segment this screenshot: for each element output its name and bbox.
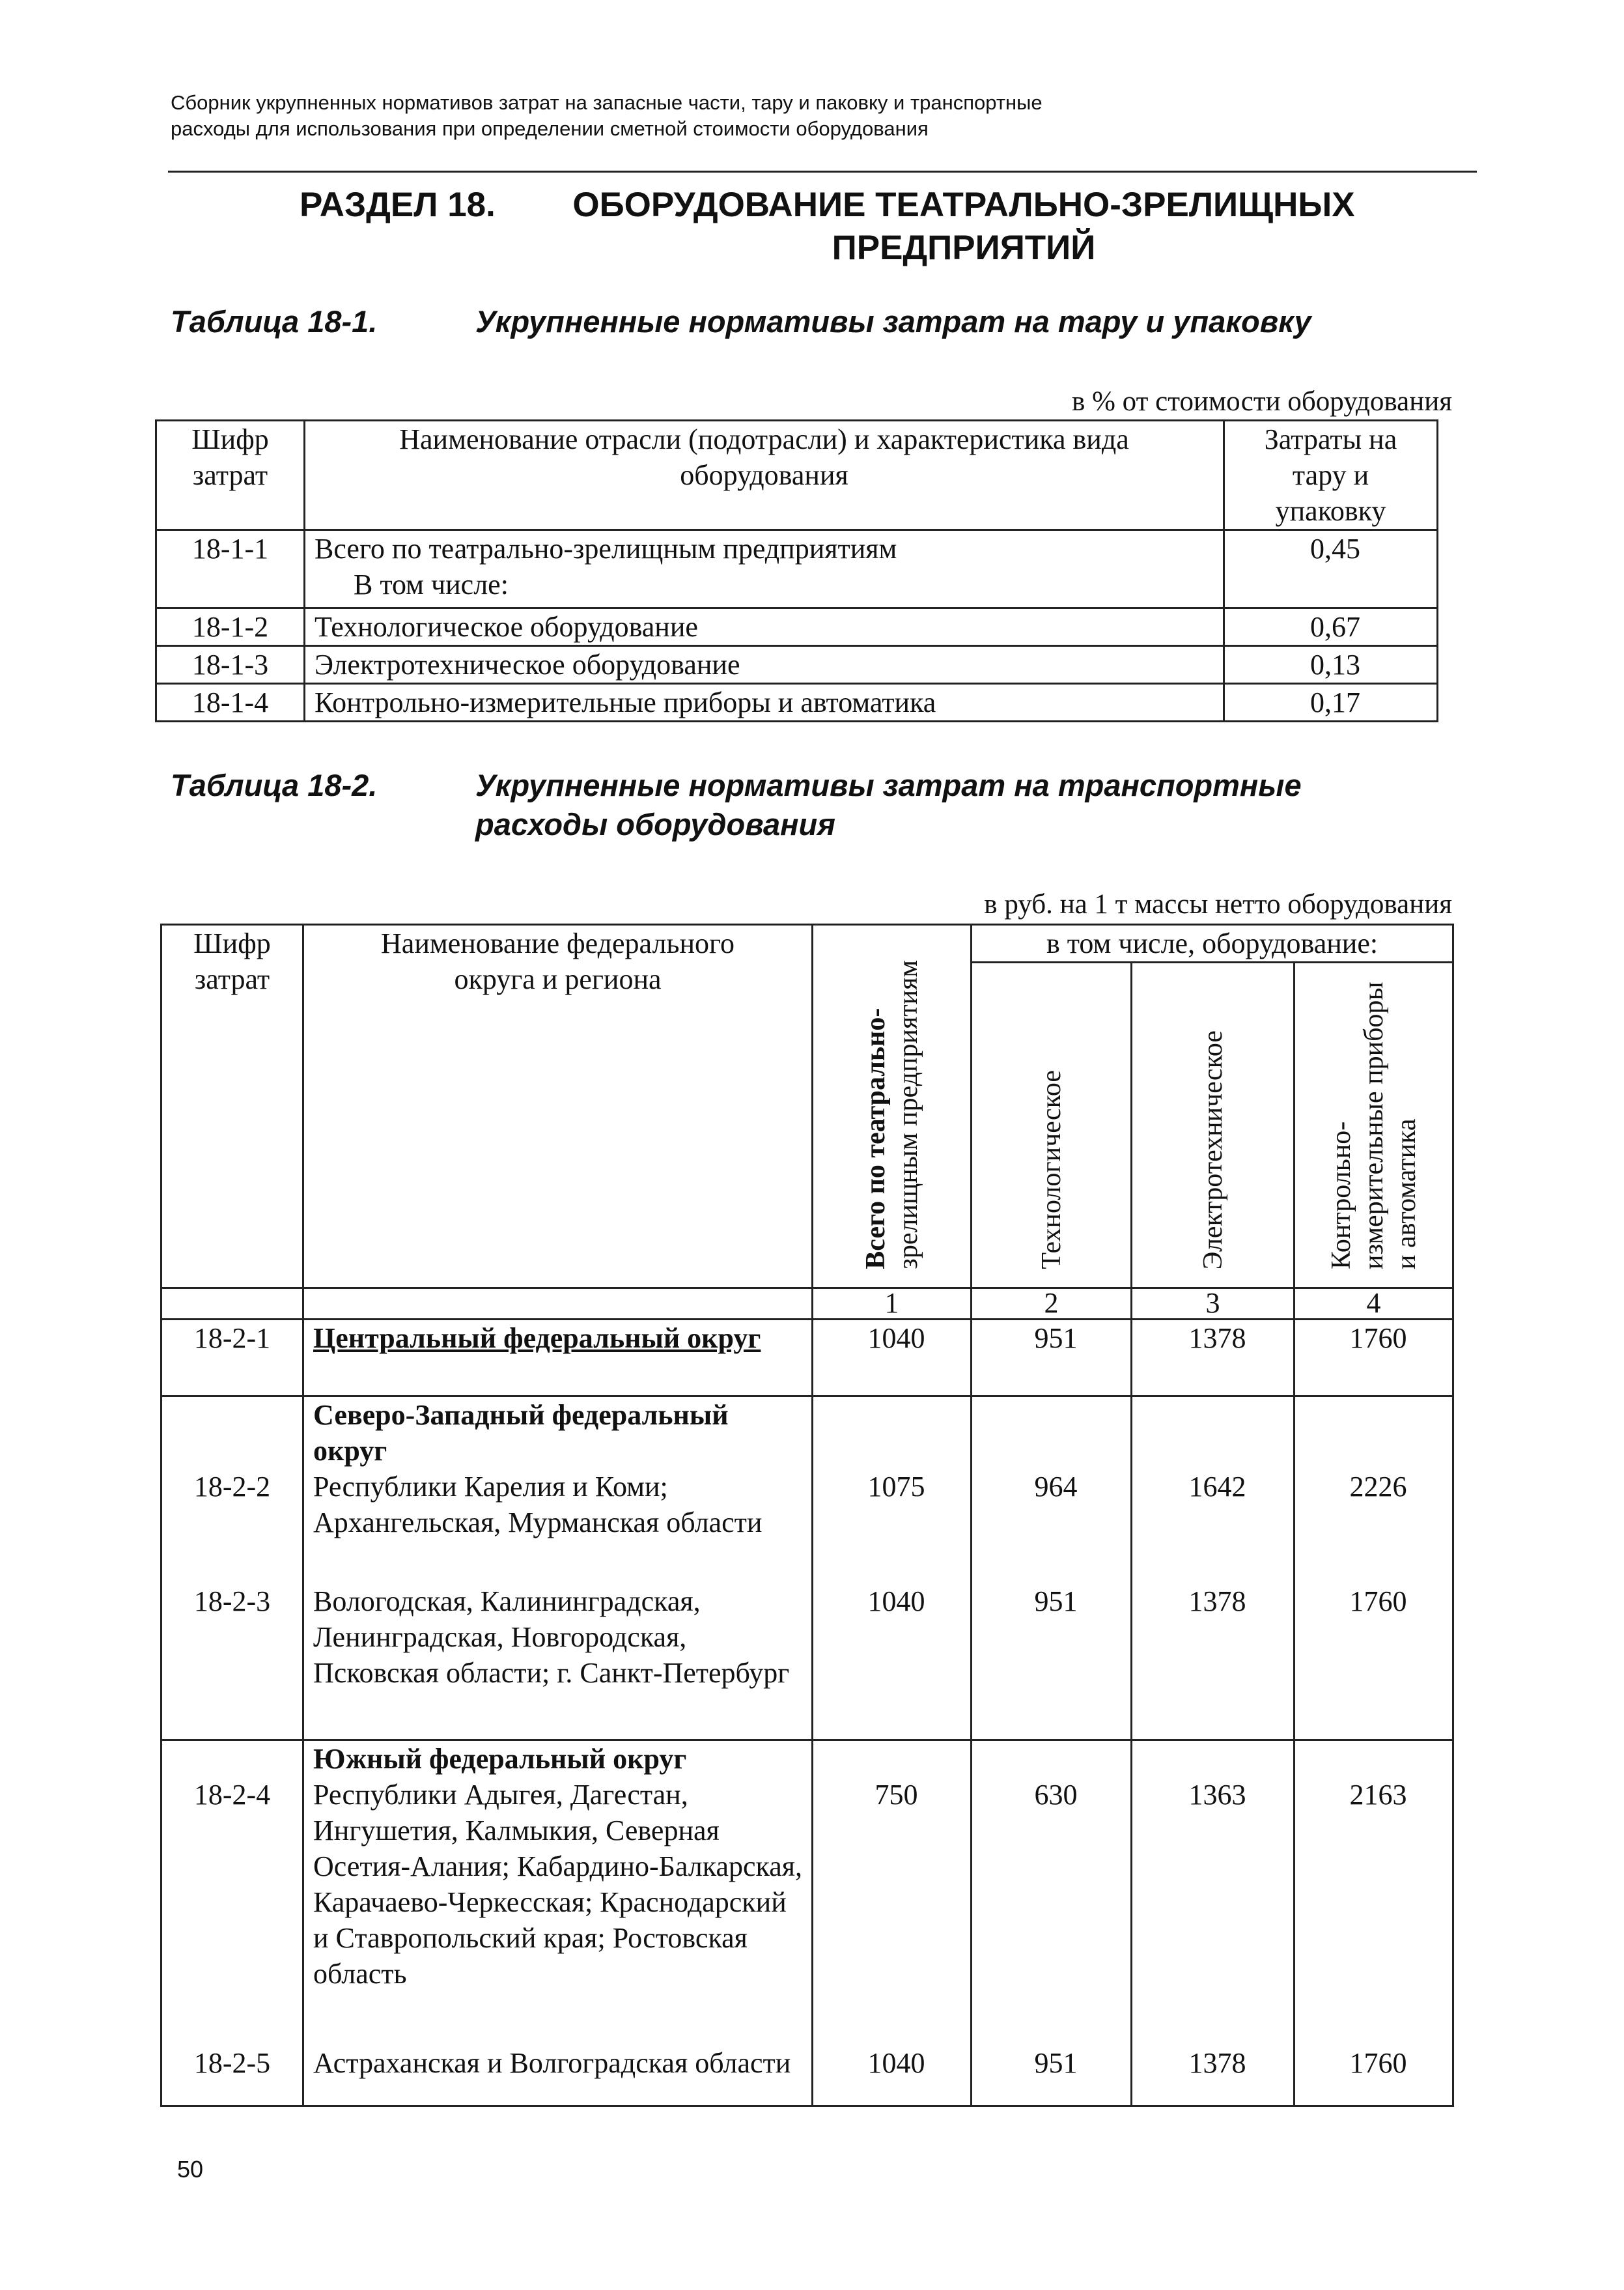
- table2-colnum-4: 4: [1295, 1288, 1453, 1320]
- table2-title-line1: Укрупненные нормативы затрат на транспортные: [475, 768, 1302, 802]
- table2: [160, 924, 1454, 2107]
- row-name: Республики Карелия и Коми; Архангельская, Мурманская области: [313, 1471, 763, 1538]
- row-tech-cell: [972, 1396, 1132, 1740]
- table2-column-numbers: [161, 1288, 1453, 1320]
- row-tech-cell: [972, 1740, 1132, 2106]
- row-kip: 2163: [1349, 1779, 1407, 1811]
- table1-label: Таблица 18-1.: [171, 304, 378, 339]
- table2-header-code: [161, 925, 303, 1288]
- table2-header-row1: [161, 925, 1453, 963]
- row-kip: 2226: [1349, 1471, 1407, 1503]
- section-name-line2: ПРЕДПРИЯТИЙ: [832, 229, 1096, 267]
- row-total: 1040: [867, 1585, 925, 1617]
- row-code: 18-1-1: [156, 530, 305, 608]
- table2-title-line2: расходы оборудования: [475, 807, 835, 841]
- row-elec-cell: [1132, 1396, 1295, 1740]
- table2-header-total-rest: зрелищным предприятиям: [893, 960, 923, 1269]
- row-code-cell: [161, 1396, 303, 1740]
- table2-header-code-2: затрат: [194, 963, 270, 995]
- row-value: 0,67: [1224, 608, 1438, 646]
- row-name: Астраханская и Волгоградская области: [313, 2047, 791, 2079]
- row-elec: 1378: [1132, 1320, 1295, 1396]
- table1-unit: в % от стоимости оборудования: [1072, 386, 1452, 417]
- table2-colnum-2: 2: [972, 1288, 1132, 1320]
- table1-header-code-2: затрат: [192, 459, 268, 491]
- row-code: 18-2-1: [161, 1320, 303, 1396]
- table1-header-cost-1: Затраты на: [1264, 423, 1397, 455]
- row-name: Вологодская, Калининградская, Ленинградская, Новгородская, Псковская области; г. Санкт-Петербург: [313, 1585, 790, 1689]
- row-code: 18-2-5: [193, 2047, 271, 2079]
- table-row: [161, 1320, 1453, 1396]
- row-name: Республики Адыгея, Дагестан, Ингушетия, Калмыкия, Северная Осетия-Алания; Кабардино-Балкарская, Карачаево-Черкесская; Краснодарский и Ставропольский края; Ростовская область: [313, 1779, 803, 1990]
- table-row-district: [161, 1396, 1453, 1740]
- row-kip-cell: [1295, 1396, 1453, 1740]
- table1-header-cost-2: тару и: [1292, 459, 1369, 491]
- table1-header-row: [156, 421, 1438, 530]
- row-total: 1040: [813, 1320, 972, 1396]
- row-value: 0,13: [1224, 646, 1438, 684]
- row-tech: 951: [1034, 1585, 1078, 1617]
- table1-header-cost-3: упаковку: [1275, 495, 1386, 527]
- section-number: РАЗДЕЛ 18.: [300, 186, 496, 224]
- table1: [155, 419, 1438, 722]
- table2-colnum-3: 3: [1132, 1288, 1295, 1320]
- row-code: 18-2-4: [193, 1779, 271, 1811]
- table2-header-code-1: Шифр: [193, 927, 271, 959]
- row-total: 750: [875, 1779, 918, 1811]
- row-code: 18-2-2: [193, 1471, 271, 1503]
- row-total-cell: [813, 1396, 972, 1740]
- table1-header-name: Наименование отрасли (подотрасли) и характеристика вида оборудования: [305, 421, 1224, 530]
- table2-header-name-1: Наименование федерального: [381, 927, 735, 959]
- table1-header-cost: [1224, 421, 1438, 530]
- row-name-cell: [303, 1396, 813, 1740]
- row-name-text: Всего по театрально-зрелищным предприятиям: [315, 533, 897, 565]
- table2-header-including: в том числе, оборудование:: [972, 925, 1453, 963]
- row-tech: 964: [1034, 1471, 1078, 1503]
- row-elec: 1642: [1188, 1471, 1246, 1503]
- section-name-line1: ОБОРУДОВАНИЕ ТЕАТРАЛЬНО-ЗРЕЛИЩНЫХ: [572, 186, 1355, 224]
- table2-header-kip-text: Контрольно-измерительные приборы и автоматика: [1326, 982, 1421, 1269]
- table-row-district: [161, 1740, 1453, 2106]
- row-code: 18-1-3: [156, 646, 305, 684]
- running-header-line1: Сборник укрупненных нормативов затрат на запасные части, тару и паковку и транспортные: [171, 91, 1043, 114]
- table2-header-elec-text: Электротехническое: [1197, 1030, 1228, 1269]
- table2-header-kip: [1295, 963, 1453, 1288]
- table1-title: Укрупненные нормативы затрат на тару и упаковку: [475, 304, 1311, 339]
- row-tech: 951: [1034, 2047, 1078, 2079]
- row-total-cell: [813, 1740, 972, 2106]
- table2-header-name-2: округа и региона: [454, 963, 662, 995]
- table2-header-tech: [972, 963, 1132, 1288]
- row-name-cell: [303, 1740, 813, 2106]
- row-kip-cell: [1295, 1740, 1453, 2106]
- page-number: 50: [177, 2156, 204, 2183]
- row-tech: 951: [972, 1320, 1132, 1396]
- table2-title: [475, 766, 1302, 844]
- table2-unit: в руб. на 1 т массы нетто оборудования: [984, 889, 1452, 920]
- table-row: [156, 530, 1438, 608]
- row-subtitle: В том числе:: [354, 569, 509, 601]
- row-elec: 1378: [1188, 1585, 1246, 1617]
- row-kip: 1760: [1349, 1585, 1407, 1617]
- row-code: 18-1-2: [156, 608, 305, 646]
- table-row: [156, 646, 1438, 684]
- row-tech: 630: [1034, 1779, 1078, 1811]
- row-name: Контрольно-измерительные приборы и автоматика: [305, 684, 1224, 722]
- row-kip: 1760: [1295, 1320, 1453, 1396]
- table2-header-elec: [1132, 963, 1295, 1288]
- running-header: [171, 90, 1460, 142]
- table2-label: Таблица 18-2.: [171, 768, 378, 802]
- row-total: 1040: [867, 2047, 925, 2079]
- table-row: [156, 684, 1438, 722]
- row-value: 0,17: [1224, 684, 1438, 722]
- table2-colnum-1: 1: [813, 1288, 972, 1320]
- row-total: 1075: [867, 1471, 925, 1503]
- row-value: 0,45: [1224, 530, 1438, 608]
- row-name: [305, 530, 1224, 608]
- table1-header-code-1: Шифр: [191, 423, 269, 455]
- row-name: Электротехническое оборудование: [305, 646, 1224, 684]
- table2-header-total-text: [860, 960, 925, 1269]
- table2-header-tech-text: Технологическое: [1036, 1070, 1067, 1269]
- table2-header-total-bold: Всего по театрально-: [860, 1008, 891, 1269]
- row-elec: 1378: [1188, 2047, 1246, 2079]
- row-code: 18-1-4: [156, 684, 305, 722]
- table1-header-code: [156, 421, 305, 530]
- section-name: [540, 184, 1387, 270]
- row-code-cell: [161, 1740, 303, 2106]
- table-row: [156, 608, 1438, 646]
- running-header-line2: расходы для использования при определении сметной стоимости оборудования: [171, 117, 929, 140]
- table2-header-total: [813, 925, 972, 1288]
- header-rule: [168, 171, 1477, 173]
- table2-colnum-empty: [303, 1288, 813, 1320]
- row-code: 18-2-3: [193, 1585, 271, 1617]
- table2-colnum-empty: [161, 1288, 303, 1320]
- row-elec-cell: [1132, 1740, 1295, 2106]
- row-district-name: Южный федеральный округ: [313, 1743, 687, 1775]
- row-kip: 1760: [1349, 2047, 1407, 2079]
- row-district-name: Центральный федеральный округ: [303, 1320, 813, 1396]
- row-name: Технологическое оборудование: [305, 608, 1224, 646]
- row-district-name: Северо-Западный федеральный округ: [313, 1399, 729, 1467]
- table2-header-name: [303, 925, 813, 1288]
- row-elec: 1363: [1188, 1779, 1246, 1811]
